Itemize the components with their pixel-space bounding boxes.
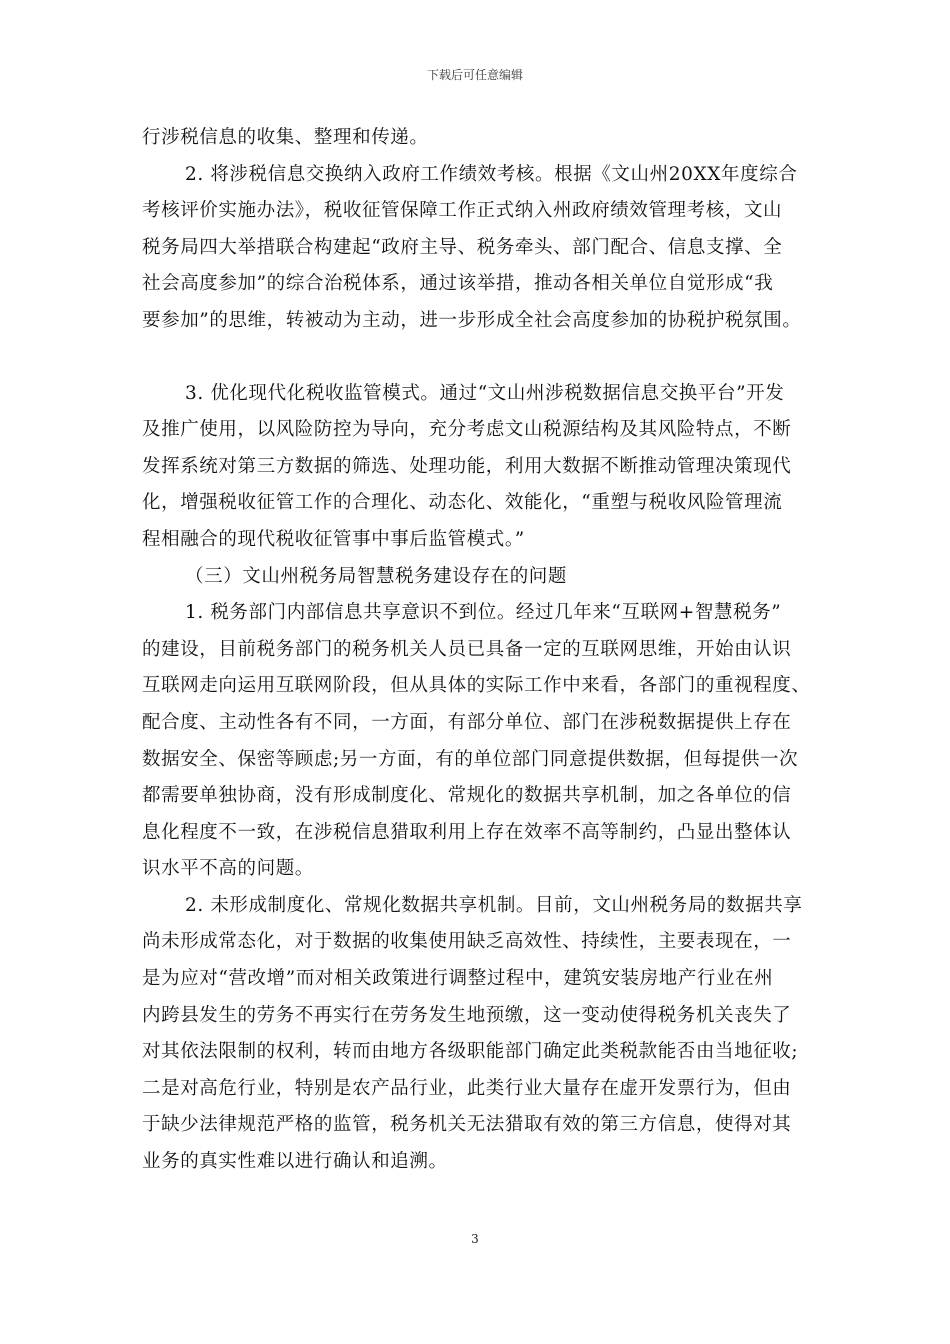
- text-line: 考核评价实施办法》，税收征管保障工作正式纳入州政府绩效管理考核，文山: [142, 200, 783, 222]
- text-line: 要参加”的思维，转被动为主动，进一步形成全社会高度参加的协税护税氛围。: [142, 309, 802, 331]
- text-line: 化，增强税收征管工作的合理化、动态化、效能化，“重塑与税收风险管理流: [142, 492, 783, 514]
- text-line: 尚未形成常态化，对于数据的收集使用缺乏高效性、持续性，主要表现在，一: [142, 931, 792, 953]
- text-line: 配合度、主动性各有不同，一方面，有部分单位、部门在涉税数据提供上存在: [142, 711, 792, 733]
- text-line: 对其依法限制的权利，转而由地方各级职能部门确定此类税款能否由当地征收;: [142, 1041, 799, 1063]
- text-line: （三）文山州税务局智慧税务建设存在的问题: [185, 565, 568, 587]
- text-line: 税务局四大举措联合构建起“政府主导、税务牵头、部门配合、信息支撑、全: [142, 236, 783, 258]
- text-line: 是为应对“营改增”而对相关政策进行调整过程中，建筑安装房地产行业在州: [142, 968, 774, 990]
- text-line: 于缺少法律规范严格的监管，税务机关无法猎取有效的第三方信息，使得对其: [142, 1114, 792, 1136]
- text-line: 程相融合的现代税收征管事中事后监管模式。”: [142, 528, 525, 550]
- text-line: 发挥系统对第三方数据的筛选、处理功能，利用大数据不断推动管理决策现代: [142, 455, 792, 477]
- text-line: 2. 将涉税信息交换纳入政府工作绩效考核。根据《文山州20XX年度综合: [185, 163, 798, 185]
- text-line: 二是对高危行业，特别是农产品行业，此类行业大量存在虚开发票行为，但由: [142, 1077, 792, 1099]
- page-number: 3: [471, 1232, 479, 1246]
- text-line: 数据安全、保密等顾虑;另一方面，有的单位部门同意提供数据，但每提供一次: [142, 748, 799, 770]
- page-header: 下载后可任意编辑: [426, 68, 523, 82]
- text-line: 行涉税信息的收集、整理和传递。: [142, 127, 429, 148]
- text-line: 都需要单独协商，没有形成制度化、常规化的数据共享机制，加之各单位的信: [142, 785, 792, 807]
- document-body: [142, 120, 812, 1181]
- text-line: 内跨县发生的劳务不再实行在劳务发生地预缴，这一变动使得税务机关丧失了: [142, 1004, 792, 1026]
- text-line: 3. 优化现代化税收监管模式。通过“文山州涉税数据信息交换平台”开发: [185, 382, 785, 404]
- text-line: 识水平不高的问题。: [142, 858, 314, 880]
- text-line: 的建设，目前税务部门的税务机关人员已具备一定的互联网思维，开始由认识: [142, 638, 792, 660]
- text-line: 2. 未形成制度化、常规化数据共享机制。目前，文山州税务局的数据共享: [185, 894, 803, 916]
- paragraph-gap: [142, 340, 812, 376]
- text-line: 互联网走向运用互联网阶段，但从具体的实际工作中来看，各部门的重视程度、: [142, 675, 811, 697]
- text-line: 1. 税务部门内部信息共享意识不到位。经过几年来“互联网+智慧税务”: [185, 602, 782, 624]
- text-line: 业务的真实性难以进行确认和追溯。: [142, 1151, 448, 1173]
- text-line: 及推广使用，以风险防控为导向，充分考虑文山税源结构及其风险特点，不断: [142, 419, 792, 441]
- text-line: 社会高度参加”的综合治税体系，通过该举措，推动各相关单位自觉形成“我: [142, 273, 774, 295]
- text-line: 息化程度不一致，在涉税信息猎取利用上存在效率不高等制约，凸显出整体认: [142, 821, 792, 843]
